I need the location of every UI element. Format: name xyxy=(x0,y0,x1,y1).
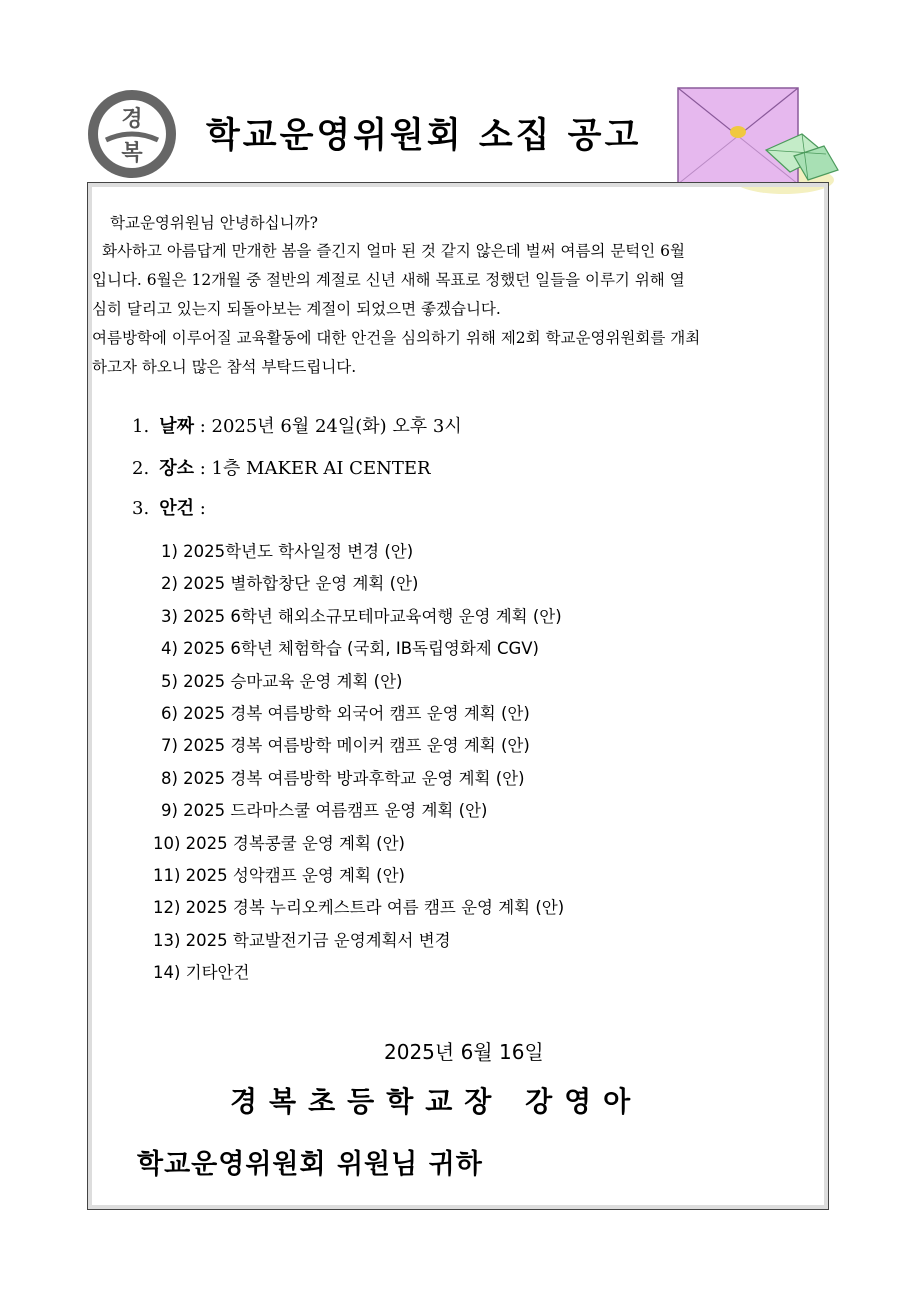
info-place-num: 2. xyxy=(132,458,150,479)
agenda-item: 11) 2025 성악캠프 운영 계획 (안) xyxy=(153,866,405,885)
body-paragraph xyxy=(92,237,810,382)
school-logo xyxy=(86,88,178,180)
body-line: 심히 달리고 있는지 되돌아보는 계절이 되었으면 좋겠습니다. xyxy=(92,300,501,318)
body-line: 여름방학에 이루어질 교육활동에 대한 안건을 심의하기 위해 제2회 학교운영위원회를 개최 xyxy=(92,329,701,347)
info-place xyxy=(132,454,431,480)
agenda-item: 10) 2025 경복콩쿨 운영 계획 (안) xyxy=(153,834,405,853)
agenda-item: 14) 기타안건 xyxy=(153,963,250,982)
info-date-value: : 2025년 6월 24일(화) 오후 3시 xyxy=(199,416,462,437)
agenda-item: 7) 2025 경복 여름방학 메이커 캠프 운영 계획 (안) xyxy=(161,736,530,755)
agenda-item: 2) 2025 별하합창단 운영 계획 (안) xyxy=(161,574,419,593)
info-agenda-label: 안건 xyxy=(159,498,194,519)
info-agenda-value: : xyxy=(199,498,206,519)
body-line: 하고자 하오니 많은 참석 부탁드립니다. xyxy=(92,358,357,376)
greeting: 학교운영위원님 안녕하십니까? xyxy=(110,214,318,232)
info-date-label: 날짜 xyxy=(159,416,194,437)
agenda-item: 8) 2025 경복 여름방학 방과후학교 운영 계획 (안) xyxy=(161,769,525,788)
agenda-item: 12) 2025 경복 누리오케스트라 여름 캠프 운영 계획 (안) xyxy=(153,898,565,917)
agenda-item: 6) 2025 경복 여름방학 외국어 캠프 운영 계획 (안) xyxy=(161,704,530,723)
agenda-item: 1) 2025학년도 학사일정 변경 (안) xyxy=(161,542,414,561)
body-line: 입니다. 6월은 12개월 중 절반의 계절로 신년 새해 목표로 정했던 일들을 이루기 위해 열 xyxy=(92,271,685,289)
agenda-item: 4) 2025 6학년 체험학습 (국회, IB독립영화제 CGV) xyxy=(161,639,539,658)
signature: 경복초등학교장 강영아 xyxy=(230,1085,643,1118)
agenda-item: 3) 2025 6학년 해외소규모테마교육여행 운영 계획 (안) xyxy=(161,607,562,626)
info-place-value: : 1층 MAKER AI CENTER xyxy=(199,458,431,479)
info-date-num: 1. xyxy=(132,416,150,437)
issue-date: 2025년 6월 16일 xyxy=(384,1040,544,1064)
info-agenda-num: 3. xyxy=(132,498,150,519)
body-line: 화사하고 아름답게 만개한 봄을 즐긴지 얼마 된 것 같지 않은데 벌써 여름의 문턱인 6월 xyxy=(102,242,685,260)
agenda-item: 13) 2025 학교발전기금 운영계획서 변경 xyxy=(153,931,451,950)
logo-text-top: 경 xyxy=(121,106,143,132)
agenda-item: 5) 2025 승마교육 운영 계획 (안) xyxy=(161,672,403,691)
info-place-label: 장소 xyxy=(159,458,194,479)
logo-text-bottom: 복 xyxy=(121,140,143,166)
addressee: 학교운영위원회 위원님 귀하 xyxy=(137,1149,483,1180)
agenda-item: 9) 2025 드라마스쿨 여름캠프 운영 계획 (안) xyxy=(161,801,488,820)
info-date xyxy=(132,412,462,438)
page-title: 학교운영위원회 소집 공고 xyxy=(206,115,642,156)
school-emblem-icon xyxy=(86,88,178,180)
info-agenda xyxy=(132,494,206,520)
